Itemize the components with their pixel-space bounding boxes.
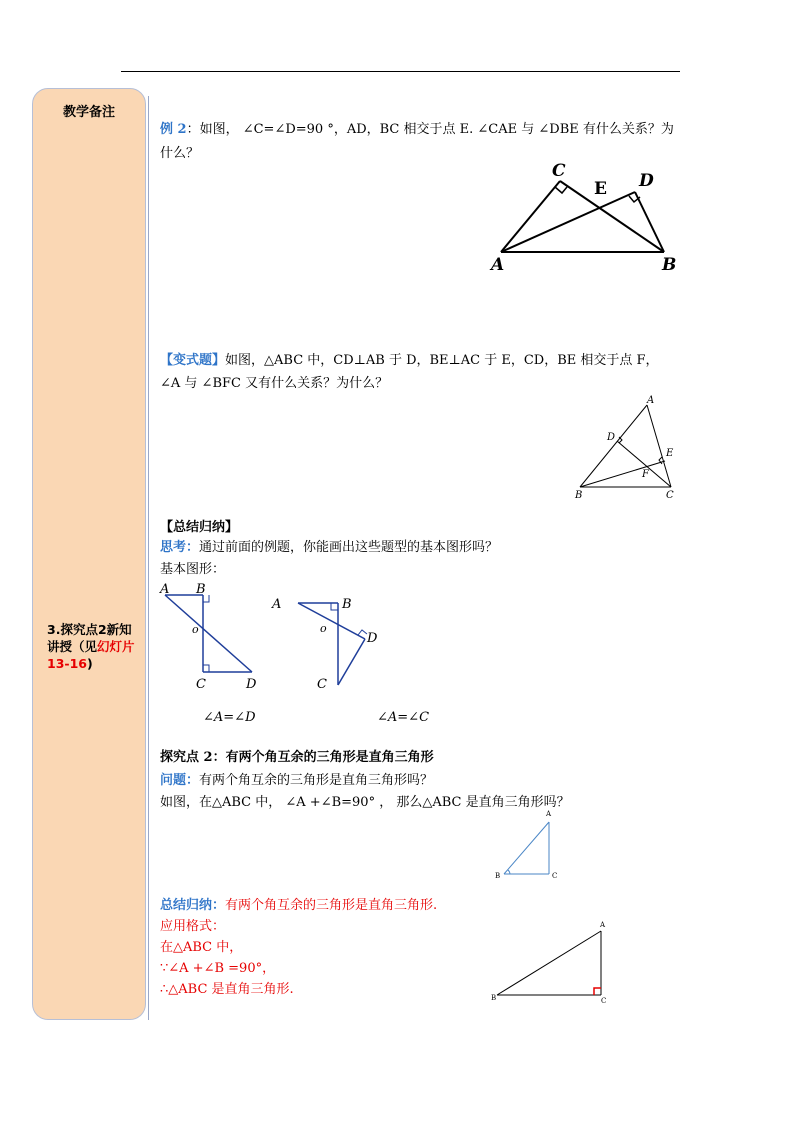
fig-label: C <box>317 677 327 692</box>
point2-line: 如图，在△ABC 中， ∠A +∠B=90° ， 那么△ABC 是直角三角形吗？ <box>160 795 570 810</box>
fig-label: A <box>491 255 505 275</box>
question-text: 有两个角互余的三角形是直角三角形吗？ <box>199 773 434 788</box>
basic-figure-2 <box>268 588 398 698</box>
fig-label: A <box>546 810 552 818</box>
format-line2: ∵∠A +∠B =90°， <box>160 961 276 976</box>
fig-label: o <box>192 623 199 636</box>
fig-label: D <box>246 677 257 692</box>
variant-line1 <box>160 352 659 370</box>
fig-label: A <box>272 597 282 612</box>
top-rule <box>121 71 680 72</box>
caption-2: ∠A=∠C <box>377 710 430 725</box>
teaching-notes-sidebar <box>32 88 146 1020</box>
format-line1: 在△ABC 中， <box>160 940 243 955</box>
basic-figure-1 <box>158 580 278 695</box>
think-line <box>160 539 498 557</box>
section-suffix: ) <box>86 656 93 671</box>
fig-label: C <box>196 677 206 692</box>
caption-1: ∠A=∠D <box>203 710 256 725</box>
fig-label: A <box>160 582 170 597</box>
variant-figure <box>570 394 690 504</box>
fig-label: B <box>196 582 206 597</box>
fig-label: D <box>607 432 616 443</box>
fig-label: B <box>342 597 352 612</box>
think-text: 通过前面的例题，你能画出这些题型的基本图形吗？ <box>199 540 499 555</box>
fig-label: B <box>575 490 583 501</box>
point2-heading: 探究点 2：有两个角互余的三角形是直角三角形 <box>160 750 434 765</box>
summary-heading: 【总结归纳】 <box>160 520 239 535</box>
point2-figure <box>490 808 570 883</box>
fig-label: C <box>601 997 607 1005</box>
variant-text: 如图，△ABC 中，CD⊥AB 于 D，BE⊥AC 于 E，CD，BE 相交于点 F， <box>225 353 659 368</box>
question-label: 问题： <box>160 773 200 788</box>
example2-text: ：如图， ∠C=∠D=90 °，AD，BC 相交于点 E. ∠CAE 与 ∠DBE 有什么关系？为 <box>186 122 674 137</box>
fig-label: o <box>320 622 327 635</box>
slide-range: 幻灯片13-16 <box>47 639 135 671</box>
fig-label: C <box>552 872 558 880</box>
example2-label: 例 2 <box>160 122 187 137</box>
fig-label: C <box>666 490 674 501</box>
fig-label: D <box>367 631 378 646</box>
conclusion-figure <box>488 918 618 1008</box>
fig-label: E <box>666 448 674 459</box>
think-label: 思考： <box>160 540 200 555</box>
format-title: 应用格式： <box>160 919 226 934</box>
variant-label: 【变式题】 <box>160 353 226 368</box>
basic-figure-label: 基本图形： <box>160 562 226 577</box>
section-label <box>47 621 143 672</box>
example2-line1 <box>160 121 674 139</box>
fig-label: A <box>647 395 655 406</box>
sidebar-title: 教学备注 <box>62 105 115 120</box>
fig-label: A <box>600 921 606 929</box>
fig-label: D <box>639 171 654 191</box>
fig-label: C <box>552 161 566 181</box>
question-line <box>160 772 433 790</box>
format-line3: ∴△ABC 是直角三角形. <box>160 982 294 997</box>
fig-label: E <box>594 179 607 199</box>
conclusion-label: 总结归纳： <box>160 898 226 913</box>
fig-label: B <box>662 255 677 275</box>
example2-line2: 什么？ <box>160 146 200 161</box>
section-prefix: 3.探究点2新知讲授（见 <box>47 622 132 654</box>
fig-label: B <box>491 994 497 1002</box>
fig-label: F <box>642 469 649 480</box>
variant-line2: ∠A 与 ∠BFC 又有什么关系？为什么？ <box>160 376 389 391</box>
conclusion-text: 有两个角互余的三角形是直角三角形. <box>225 898 438 913</box>
example2-figure <box>490 160 690 275</box>
conclusion-line <box>160 897 437 915</box>
fig-label: B <box>495 872 501 880</box>
column-divider <box>148 96 149 1020</box>
